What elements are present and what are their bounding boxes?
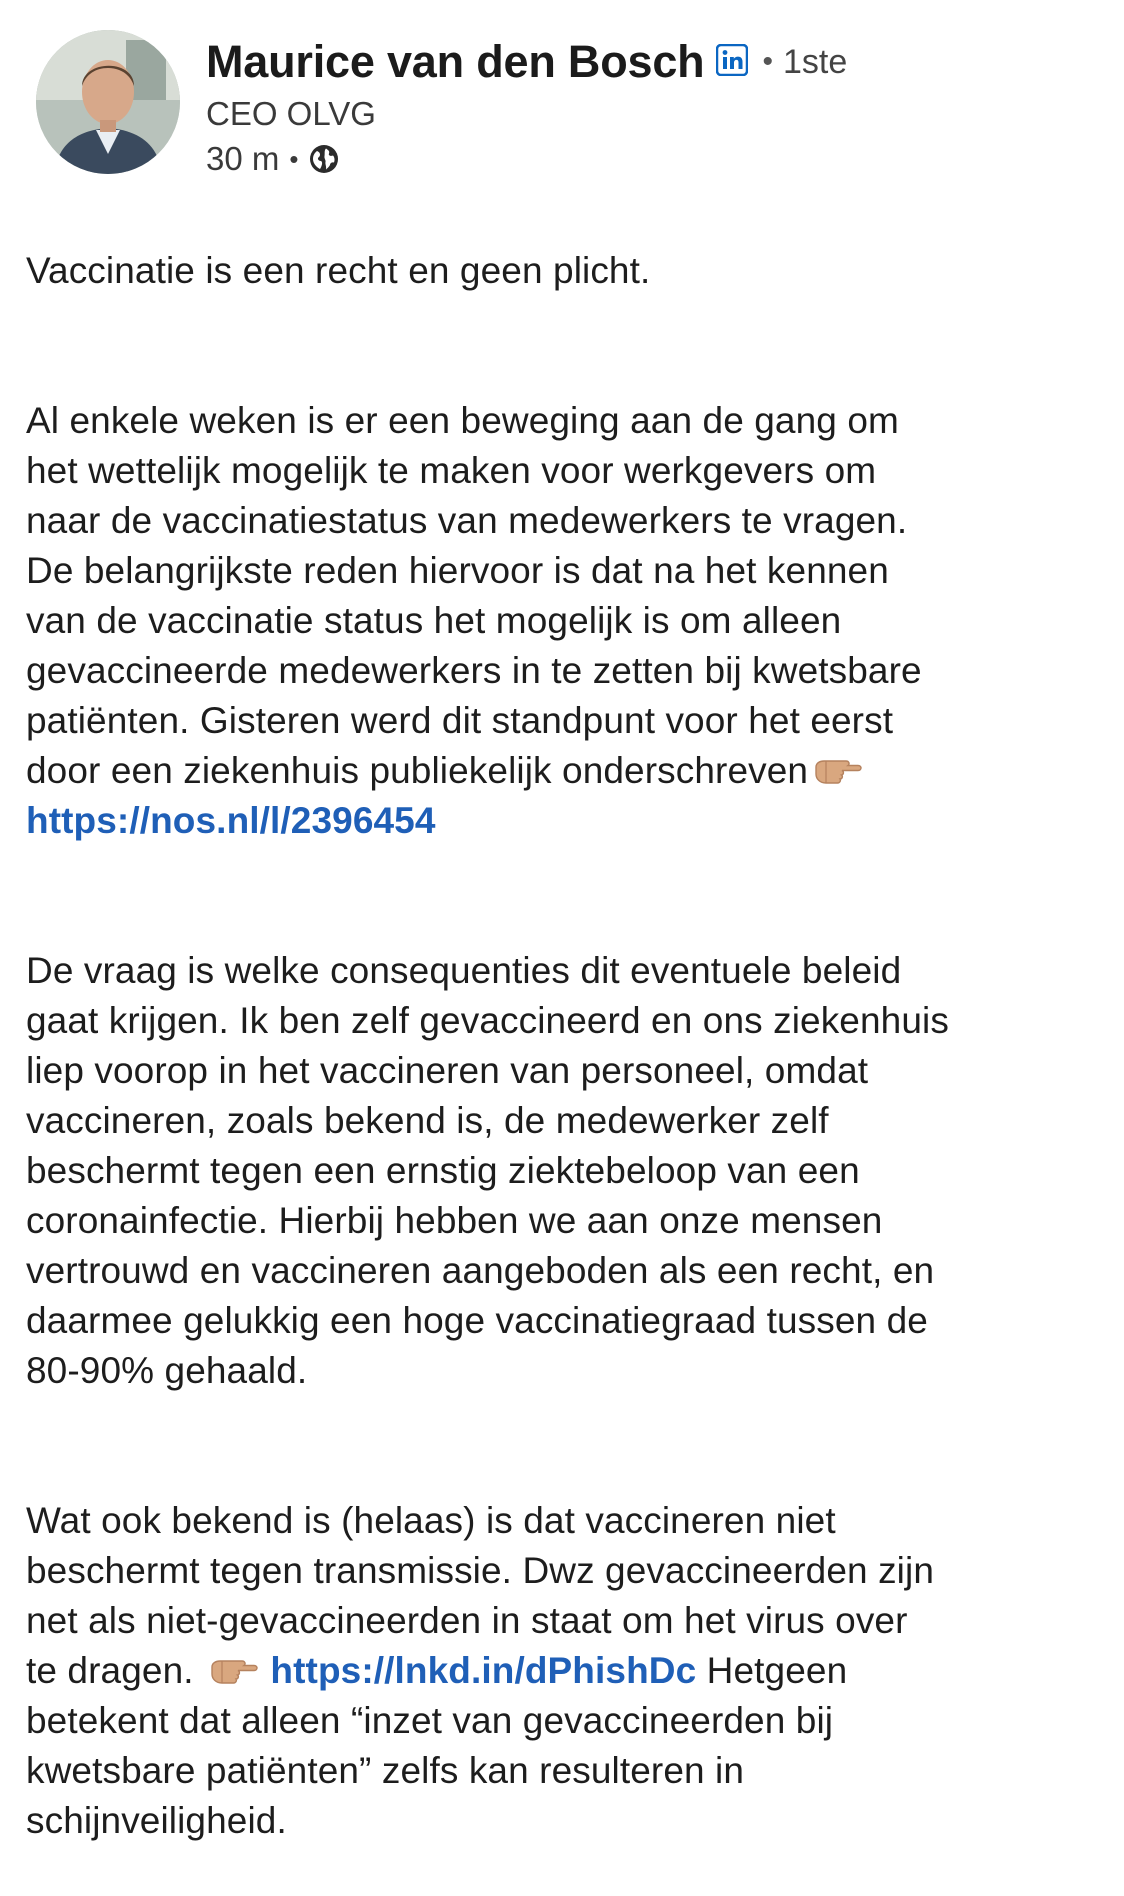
post-body: [26, 196, 1106, 1896]
pointing-right-hand-icon: [208, 1648, 260, 1678]
post-time: 30 m: [206, 140, 280, 177]
avatar-image: [36, 30, 180, 174]
linkedin-icon: [716, 44, 748, 76]
paragraph-2: [26, 396, 1106, 846]
author-headline: CEO OLVG: [206, 95, 376, 132]
separator-dot: •: [762, 45, 773, 78]
paragraph-2-text: Al enkele weken is er een beweging aan de gang om het wettelijk mogelijk te maken voor werkgevers om naar de vaccinatiestatus van medewerkers te vragen. De belangrijkste reden hiervoor is dat na het kennen van de vaccinatie status het mogelijk is om alleen gevaccineerde medewerkers in te zetten bij kwetsbare patiënten. Gisteren werd dit standpunt voor het eerst door een ziekenhuis publiekelijk onderschreven: [26, 400, 922, 791]
time-separator: •: [289, 143, 299, 174]
paragraph-3: De vraag is welke consequenties dit eventuele beleid gaat krijgen. Ik ben zelf gevaccineerd en ons ziekenhuis liep voorop in het vaccineren van personeel, omdat vaccineren, zoals bekend is, de medewerker zelf beschermt tegen een ernstig ziektebeloop van een coronainfectie. Hierbij hebben we aan onze mensen vertrouwd en vaccineren aangeboden als een recht, en daarmee gelukkig een hoge vaccinatiegraad tussen de 80-90% gehaald.: [26, 950, 949, 1391]
globe-icon: [308, 143, 340, 175]
connection-degree: 1ste: [782, 42, 848, 81]
paragraph-1: Vaccinatie is een recht en geen plicht.: [26, 250, 651, 291]
paragraph-4-text-after: Hetgeen betekent dat alleen “inzet van gevaccineerden bij kwetsbare patiënten” zelfs kan resulteren in schijnveiligheid.: [26, 1650, 848, 1841]
avatar[interactable]: [36, 30, 180, 174]
author-name-row: [206, 34, 847, 90]
post-header: [36, 30, 1096, 180]
post-timestamp-row: [206, 136, 847, 182]
lnkd-link[interactable]: https://lnkd.in/dPhishDc: [270, 1650, 697, 1691]
author-meta: [206, 34, 847, 182]
paragraph-4-text-before: Wat ook bekend is (helaas) is dat vaccineren niet beschermt tegen transmissie. Dwz gevaccineerden zijn net als niet-gevaccineerden in staat om het virus over te dragen.: [26, 1500, 934, 1691]
nos-article-link[interactable]: https://nos.nl/l/2396454: [26, 800, 436, 841]
author-name[interactable]: Maurice van den Bosch: [206, 36, 705, 87]
pointing-right-hand-icon: [812, 748, 864, 778]
paragraph-4: [26, 1496, 1106, 1846]
